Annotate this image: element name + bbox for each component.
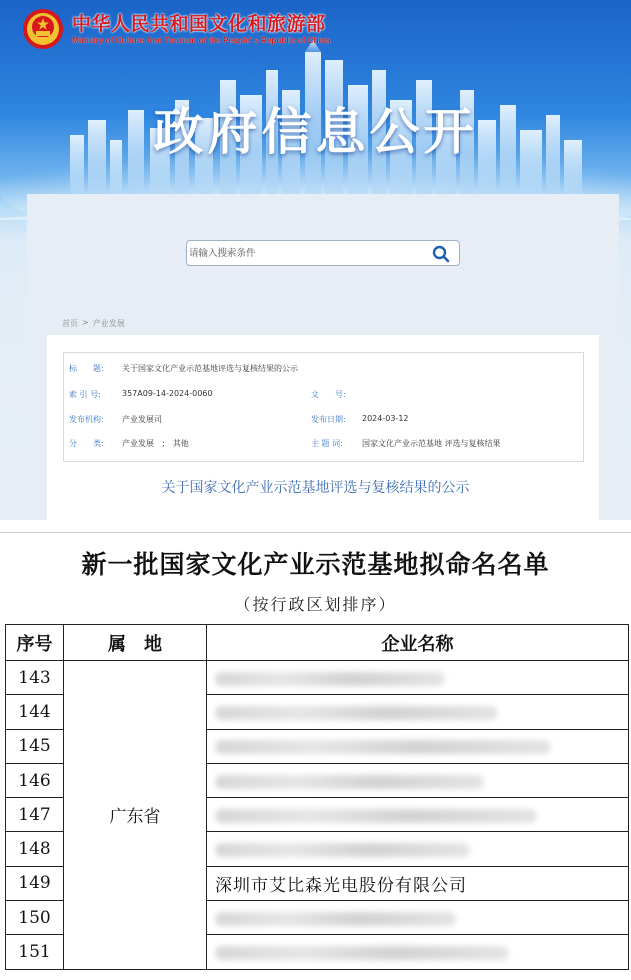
column-header: 企业名称 [207, 625, 629, 661]
meta-value: 2024-03-12 [362, 414, 409, 423]
notice-title: 关于国家文化产业示范基地评选与复核结果的公示 [161, 480, 470, 496]
enterprise-list-table [5, 624, 629, 970]
row-number: 144 [6, 695, 64, 729]
blurred-text [215, 740, 551, 754]
row-number: 147 [6, 798, 64, 832]
blurred-text [215, 809, 537, 823]
ministry-name-en: Ministry of Culture And Tourism of the People' s Republic of China [72, 35, 331, 45]
meta-label: 发布机构: [69, 415, 104, 424]
row-number: 149 [6, 866, 64, 900]
blurred-text [215, 706, 498, 720]
meta-value: 产业发展 ; 其他 [122, 439, 189, 448]
divider [0, 532, 631, 533]
table-header-row [6, 625, 629, 661]
company-name-redacted [207, 729, 629, 763]
breadcrumb [62, 318, 125, 329]
national-emblem-icon [22, 8, 64, 50]
breadcrumb-separator: > [82, 318, 89, 327]
company-name-redacted [207, 661, 629, 695]
row-number: 148 [6, 832, 64, 866]
document-title: 新一批国家文化产业示范基地拟命名名单 [81, 550, 550, 579]
blurred-text [215, 672, 445, 686]
meta-label: 标 题: [69, 364, 104, 373]
row-number: 145 [6, 729, 64, 763]
search-input[interactable] [189, 243, 425, 263]
meta-value: 产业发展司 [122, 415, 162, 424]
row-number: 151 [6, 935, 64, 969]
blurred-text [215, 912, 456, 926]
company-name-redacted [207, 832, 629, 866]
ministry-logo[interactable] [22, 8, 331, 50]
meta-value: 国家文化产业示范基地 评选与复核结果 [362, 439, 501, 448]
page-heading: 政府信息公开 [153, 103, 478, 161]
row-number: 146 [6, 763, 64, 797]
meta-label: 主 题 词: [311, 439, 343, 448]
document-subtitle: （按行政区划排序） [234, 595, 397, 614]
blurred-text [215, 946, 509, 960]
meta-label: 发布日期: [311, 415, 346, 424]
table-row [6, 661, 629, 695]
meta-label: 文 号: [311, 390, 346, 399]
row-number: 143 [6, 661, 64, 695]
column-header: 序号 [6, 625, 64, 661]
search-box [186, 240, 460, 266]
company-name-redacted [207, 798, 629, 832]
blurred-text [215, 843, 470, 857]
region-cell: 广东省 [64, 661, 207, 970]
ministry-name-cn: 中华人民共和国文化和旅游部 [72, 12, 326, 35]
meta-value: 357A09-14-2024-0060 [122, 389, 213, 398]
breadcrumb-home[interactable]: 首页 [62, 319, 78, 328]
company-name-redacted [207, 763, 629, 797]
company-name-redacted [207, 935, 629, 969]
metadata-table [63, 352, 584, 462]
meta-label: 索 引 号: [69, 390, 101, 399]
search-icon[interactable] [431, 244, 451, 264]
blurred-text [215, 775, 484, 789]
meta-label: 分 类: [69, 439, 104, 448]
breadcrumb-current[interactable]: 产业发展 [92, 319, 125, 328]
column-header: 属 地 [64, 625, 207, 661]
meta-value: 关于国家文化产业示范基地评选与复核结果的公示 [122, 364, 298, 373]
document-image [0, 520, 631, 980]
row-number: 150 [6, 901, 64, 935]
company-name: 深圳市艾比森光电股份有限公司 [207, 866, 629, 900]
company-name-redacted [207, 901, 629, 935]
company-name-redacted [207, 695, 629, 729]
